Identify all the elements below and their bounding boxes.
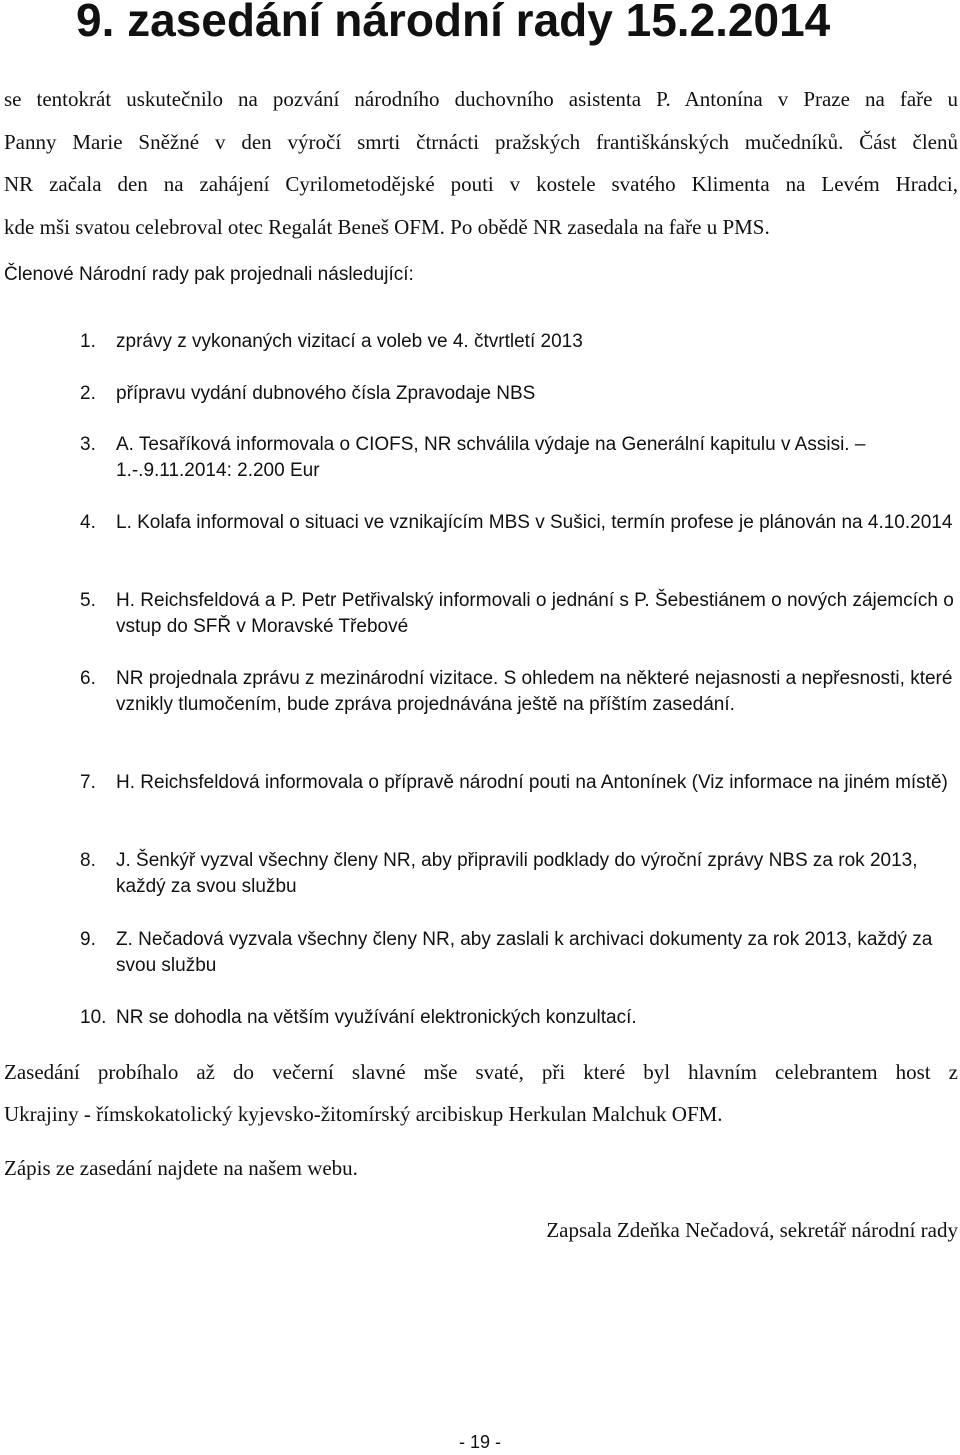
- agenda-item: [80, 510, 956, 536]
- agenda-item-number: 5.: [80, 590, 96, 611]
- agenda-item-text: Z. Nečadová vyzvala všechny členy NR, aby zaslali k archivaci dokumenty za rok 2013, každý za svou službu: [116, 929, 933, 976]
- agenda-item-text: NR projednala zprávu z mezinárodní vizitace. S ohledem na některé nejasnosti a nepřesnosti, které vznikly tlumočením, bude zpráva projednávána ještě na příštím zasedání.: [116, 668, 953, 715]
- intro-line: Panny Marie Sněžné v den výročí smrti čtrnácti pražských františkánských mučedníků. Část členů: [4, 129, 958, 154]
- agenda-item-text: přípravu vydání dubnového čísla Zpravodaje NBS: [116, 383, 536, 404]
- closing-line: Ukrajiny - římskokatolický kyjevsko-žitomírský arcibiskup Herkulan Malchuk OFM.: [4, 1102, 723, 1126]
- intro-line: kde mši svatou celebroval otec Regalát Beneš OFM. Po obědě NR zasedala na faře u PMS.: [4, 214, 770, 239]
- intro-line: se tentokrát uskutečnilo na pozvání národního duchovního asistenta P. Antonína v Praze na faře u: [4, 87, 958, 111]
- agenda-item-number: 7.: [80, 772, 96, 793]
- agenda-item-number: 8.: [80, 850, 96, 871]
- agenda-item-text: H. Reichsfeldová a P. Petr Petřivalský informovali o jednání s P. Šebestiánem o nových zájemcích o vstup do SFŘ v Moravské Třebové: [116, 590, 954, 637]
- intro-line: NR začala den na zahájení Cyrilometodějské pouti v kostele svatého Klimenta na Levém Hradci,: [4, 172, 958, 196]
- agenda-item: [80, 432, 956, 484]
- agenda-item-text: A. Tesaříková informovala o CIOFS, NR schválila výdaje na Generální kapitulu v Assisi. – 1.-.9.11.2014: 2.200 Eur: [116, 434, 866, 481]
- web-note: Zápis ze zasedání najdete na našem webu.: [4, 1156, 358, 1180]
- agenda-item-number: 4.: [80, 512, 96, 533]
- closing-paragraph: [4, 1051, 958, 1135]
- agenda-item: [80, 666, 956, 718]
- page-title: 9. zasedání národní rady 15.2.2014: [76, 0, 831, 46]
- agenda-item-text: L. Kolafa informoval o situaci ve vznikajícím MBS v Sušici, termín profese je plánován na 4.10.2014: [116, 512, 953, 533]
- agenda-item-text: J. Šenkýř vyzval všechny členy NR, aby připravili podklady do výroční zprávy NBS za rok 2013, každý za svou službu: [116, 850, 918, 897]
- agenda-item-number: 6.: [80, 668, 96, 689]
- agenda-item-number: 2.: [80, 383, 96, 404]
- intro-paragraph: [4, 78, 958, 248]
- agenda-item-text: H. Reichsfeldová informovala o přípravě národní pouti na Antonínek (Viz informace na jiném místě): [116, 772, 948, 793]
- agenda-item-text: zprávy z vykonaných vizitací a voleb ve 4. čtvrtletí 2013: [116, 331, 583, 352]
- agenda-item: [80, 381, 956, 407]
- agenda-item: [80, 927, 956, 979]
- agenda-item-number: 1.: [80, 331, 96, 352]
- closing-line: Zasedání probíhalo až do večerní slavné mše svaté, při které byl hlavním celebrantem host z: [4, 1060, 958, 1084]
- agenda-item: [80, 588, 956, 640]
- agenda-item: [80, 1005, 956, 1031]
- agenda-item: [80, 329, 956, 355]
- agenda-lead: Členové Národní rady pak projednali následující:: [4, 264, 414, 285]
- agenda-item-number: 3.: [80, 434, 96, 455]
- page-number: - 19 -: [458, 1432, 501, 1452]
- signature: Zapsala Zdeňka Nečadová, sekretář národní rady: [546, 1218, 958, 1242]
- agenda-item-text: NR se dohodla na větším využívání elektronických konzultací.: [116, 1007, 637, 1028]
- agenda-item-number: 9.: [80, 929, 96, 950]
- agenda-item-number: 10.: [80, 1007, 107, 1028]
- agenda-item: [80, 848, 956, 900]
- agenda-item: [80, 770, 956, 796]
